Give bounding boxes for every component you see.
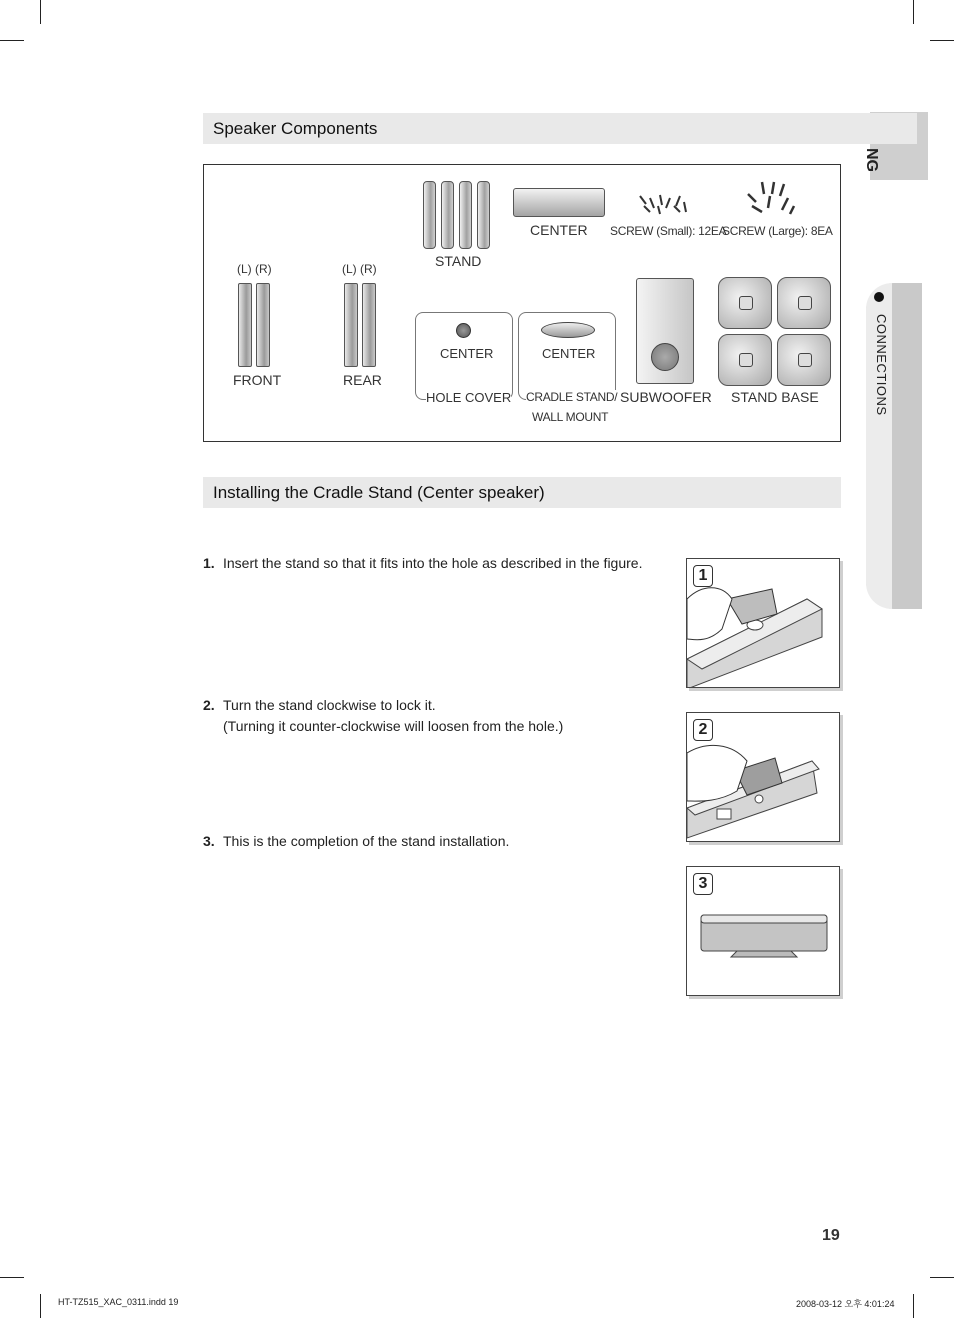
hole-cover-icon bbox=[456, 323, 471, 338]
section-tab-text: CONNECTIONS bbox=[874, 314, 889, 416]
cradle-stand-icon bbox=[541, 322, 595, 338]
figure-number: 2 bbox=[693, 719, 713, 741]
speaker-components-heading: Speaker Components bbox=[203, 113, 917, 144]
stand-base-icon bbox=[718, 277, 772, 329]
front-lr-label: (L) (R) bbox=[237, 262, 272, 276]
front-label: FRONT bbox=[233, 372, 282, 388]
figure-number: 3 bbox=[693, 873, 713, 895]
step-number: 3. bbox=[203, 833, 215, 849]
center-label: CENTER bbox=[530, 222, 588, 238]
stand-base-icon bbox=[777, 277, 831, 329]
crop-mark bbox=[930, 1277, 954, 1278]
cradle-label-line1: CRADLE STAND/ bbox=[526, 390, 618, 404]
crop-mark bbox=[913, 1294, 914, 1318]
stand-icon bbox=[477, 181, 490, 249]
subwoofer-label: SUBWOOFER bbox=[620, 389, 712, 405]
screw-small-label: SCREW (Small): 12EA bbox=[610, 224, 727, 238]
rear-speaker-left-icon bbox=[344, 283, 358, 367]
crop-mark bbox=[0, 1277, 24, 1278]
chapter-tab-text: NG bbox=[863, 148, 880, 172]
crop-mark bbox=[930, 40, 954, 41]
front-speaker-left-icon bbox=[238, 283, 252, 367]
stand-label: STAND bbox=[435, 253, 482, 269]
screw-large-icon bbox=[742, 180, 800, 216]
subwoofer-cone-icon bbox=[651, 343, 679, 371]
rear-label: REAR bbox=[343, 372, 382, 388]
footer-file: HT-TZ515_XAC_0311.indd 19 bbox=[58, 1297, 179, 1307]
crop-mark bbox=[913, 0, 914, 24]
stand-icon bbox=[459, 181, 472, 249]
cradle-label-line2: WALL MOUNT bbox=[532, 410, 609, 424]
figure-3 bbox=[686, 866, 840, 996]
step-text: Turn the stand clockwise to lock it. bbox=[223, 697, 436, 713]
stand-base-label: STAND BASE bbox=[731, 389, 819, 405]
step-text: Insert the stand so that it fits into the hole as described in the figure. bbox=[223, 555, 643, 571]
stand-base-icon bbox=[718, 334, 772, 386]
stand-base-icon bbox=[777, 334, 831, 386]
rear-speaker-right-icon bbox=[362, 283, 376, 367]
crop-mark bbox=[0, 40, 24, 41]
center-speaker-icon bbox=[513, 188, 605, 217]
step-number: 1. bbox=[203, 555, 215, 571]
cradle-install-heading: Installing the Cradle Stand (Center speaker) bbox=[203, 477, 841, 508]
hole-cover-top-label: CENTER bbox=[440, 346, 494, 361]
figure-2 bbox=[686, 712, 840, 842]
crop-mark bbox=[40, 0, 41, 24]
hole-cover-label: HOLE COVER bbox=[426, 390, 512, 405]
stand-icon bbox=[441, 181, 454, 249]
step-note: (Turning it counter-clockwise will loosen from the hole.) bbox=[223, 718, 564, 734]
cradle-top-label: CENTER bbox=[542, 346, 596, 361]
step-1 bbox=[203, 553, 642, 574]
subwoofer-icon bbox=[636, 278, 694, 384]
screw-large-label: SCREW (Large): 8EA bbox=[722, 224, 833, 238]
stand-icon bbox=[423, 181, 436, 249]
footer-timestamp: 2008-03-12 오후 4:01:24 bbox=[796, 1299, 895, 1309]
crop-mark bbox=[40, 1294, 41, 1318]
step-number: 2. bbox=[203, 697, 215, 713]
step-3 bbox=[203, 831, 509, 852]
figure-number: 1 bbox=[693, 565, 713, 587]
page-number: 19 bbox=[822, 1227, 840, 1244]
figure-1 bbox=[686, 558, 840, 688]
front-speaker-right-icon bbox=[256, 283, 270, 367]
bullet-icon bbox=[874, 292, 884, 302]
rear-lr-label: (L) (R) bbox=[342, 262, 377, 276]
step-2 bbox=[203, 695, 563, 737]
screw-small-icon bbox=[636, 192, 690, 216]
step-text: This is the completion of the stand installation. bbox=[223, 833, 510, 849]
